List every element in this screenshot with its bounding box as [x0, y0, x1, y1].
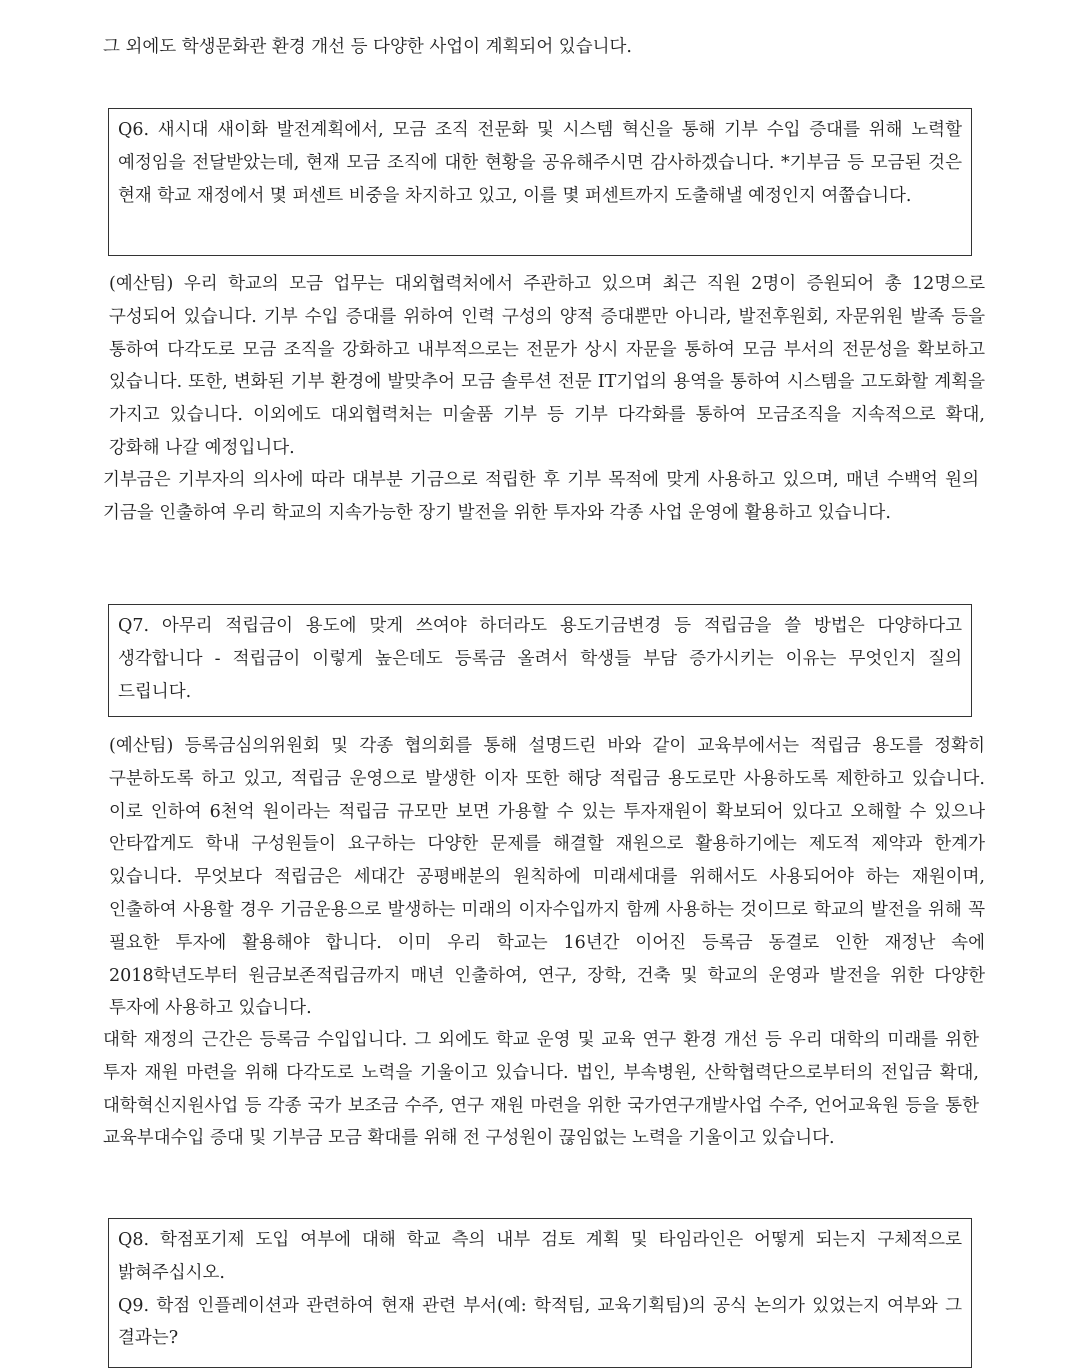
q6-question-text: Q6. 새시대 새이화 발전계획에서, 모금 조직 전문화 및 시스템 혁신을 통해 기부 수입 증대를 위해 노력할 예정임을 전달받았는데, 현재 모금 조직에 대한 현황을 공유해주시면 감사하겠습니다. *기부금 등 모금된 것은 현재 학교 재정에서 몇 퍼센트 비중을 차지하고 있고, 이를 몇 퍼센트까지 도출해낼 예정인지 여쭙습니다.	[118, 120, 962, 206]
intro-paragraph	[103, 31, 979, 64]
q6-answer-paragraph-2	[103, 464, 979, 530]
q6-answer-paragraph	[103, 268, 985, 465]
q6-answer-text: (예산팀) 우리 학교의 모금 업무는 대외협력처에서 주관하고 있으며 최근 직원 2명이 증원되어 총 12명으로 구성되어 있습니다. 기부 수입 증대를 위하여 인력 구성의 양적 증대뿐만 아니라, 발전후원회, 자문위원 발족 등을 통하여 다각도로 모금 조직을 강화하고 내부적으로는 전문가 상시 자문을 통하여 모금 부서의 전문성을 확보하고 있습니다. 또한, 변화된 기부 환경에 발맞추어 모금 솔루션 전문 IT기업의 용역을 통하여 시스템을 고도화할 계획을 가지고 있습니다. 이외에도 대외협력처는 미술품 기부 등 기부 다각화를 통하여 모금조직을 지속적으로 확대, 강화해 나갈 예정입니다.	[109, 274, 985, 458]
q8-question-text: Q8. 학점포기제 도입 여부에 대해 학교 측의 내부 검토 계획 및 타임라인은 어떻게 되는지 구체적으로 밝혀주십시오.	[118, 1230, 962, 1283]
q6-question-box	[108, 108, 972, 256]
intro-text: 그 외에도 학생문화관 환경 개선 등 다양한 사업이 계획되어 있습니다.	[103, 37, 632, 57]
q7-answer-paragraph-2	[103, 1024, 979, 1155]
q7-answer-paragraph	[103, 730, 985, 1025]
q7-question-text: Q7. 아무리 적립금이 용도에 맞게 쓰여야 하더라도 용도기금변경 등 적립금을 쓸 방법은 다양하다고 생각합니다 - 적립금이 이렇게 높은데도 등록금 올려서 학생들 부담 증가시키는 이유는 무엇인지 질의 드립니다.	[118, 616, 962, 702]
q6-answer-text-2: 기부금은 기부자의 의사에 따라 대부분 기금으로 적립한 후 기부 목적에 맞게 사용하고 있으며, 매년 수백억 원의 기금을 인출하여 우리 학교의 지속가능한 장기 발전을 위한 투자와 각종 사업 운영에 활용하고 있습니다.	[103, 470, 979, 523]
q7-answer-text-2: 대학 재정의 근간은 등록금 수입입니다. 그 외에도 학교 운영 및 교육 연구 환경 개선 등 우리 대학의 미래를 위한 투자 재원 마련을 위해 다각도로 노력을 기울이고 있습니다. 법인, 부속병원, 산학협력단으로부터의 전입금 확대, 대학혁신지원사업 등 각종 국가 보조금 수주, 연구 재원 마련을 위한 국가연구개발사업 수주, 언어교육원 등을 통한 교육부대수입 증대 및 기부금 모금 확대를 위해 전 구성원이 끊임없는 노력을 기울이고 있습니다.	[103, 1030, 979, 1149]
q8-q9-question-box	[108, 1218, 972, 1368]
q9-question-text: Q9. 학점 인플레이션과 관련하여 현재 관련 부서(예: 학적팀, 교육기획팀)의 공식 논의가 있었는지 여부와 그 결과는?	[118, 1295, 962, 1349]
q7-question-box	[108, 604, 972, 717]
q7-answer-text: (예산팀) 등록금심의위원회 및 각종 협의회를 통해 설명드린 바와 같이 교육부에서는 적립금 용도를 정확히 구분하도록 하고 있고, 적립금 운영으로 발생한 이자 또한 해당 적립금 용도로만 사용하도록 제한하고 있습니다. 이로 인하여 6천억 원이라는 적립금 규모만 보면 가용할 수 있는 투자재원이 확보되어 있다고 오해할 수 있으나 안타깝게도 학내 구성원들이 요구하는 다양한 문제를 해결할 재원으로 활용하기에는 제도적 제약과 한계가 있습니다. 무엇보다 적립금은 세대간 공평배분의 원칙하에 미래세대를 위해서도 사용되어야 하는 재원이며, 인출하여 사용할 경우 기금운용으로 발생하는 미래의 이자수입까지 함께 사용하는 것이므로 학교의 발전을 위해 꼭 필요한 투자에 활용해야 합니다. 이미 우리 학교는 16년간 이어진 등록금 동결로 인한 재정난 속에 2018학년도부터 원금보존적립금까지 매년 인출하여, 연구, 장학, 건축 및 학교의 운영과 발전을 위한 다양한 투자에 사용하고 있습니다.	[109, 736, 985, 1019]
